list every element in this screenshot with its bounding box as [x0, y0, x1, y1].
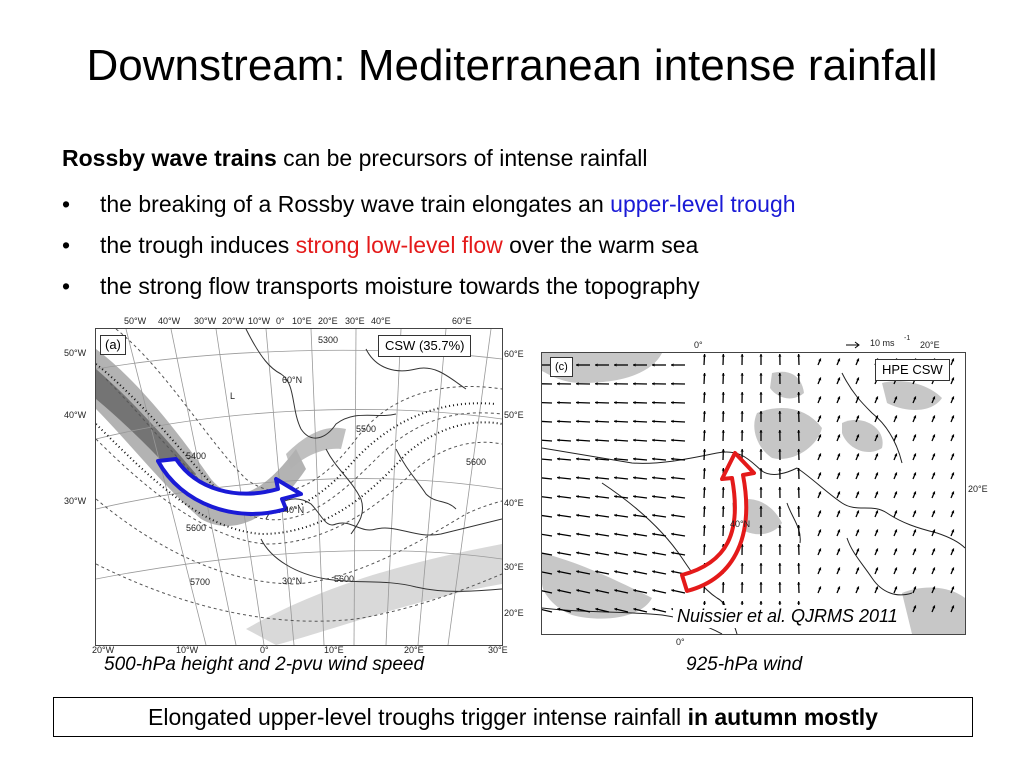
wind-vector-head — [778, 544, 781, 547]
wind-vector-head — [722, 392, 725, 395]
lon-label: 20°W — [222, 316, 245, 326]
wind-vector-head — [722, 411, 725, 414]
intro-line — [62, 143, 648, 173]
conclusion-box — [53, 697, 973, 737]
wind-vector-head — [703, 544, 706, 547]
wind-vector — [542, 477, 552, 479]
wind-vector-head — [741, 411, 744, 414]
map-925hpa-graphic — [542, 353, 965, 634]
contour-label: 5700 — [190, 577, 211, 587]
wind-vector-head — [722, 354, 725, 357]
bullet-glyph: • — [62, 232, 71, 258]
wind-vector-head — [759, 392, 762, 395]
wind-vector-head — [652, 439, 655, 442]
wind-vector-head — [576, 476, 579, 479]
bullet-text: the trough induces — [100, 232, 296, 258]
wind-vector — [542, 440, 552, 441]
lon-label: 30°W — [194, 316, 217, 326]
bullet-text-post: over the warm sea — [502, 232, 699, 258]
wind-vector-head — [671, 401, 674, 404]
wind-vector-head — [778, 468, 781, 471]
wind-vector-head — [741, 373, 744, 376]
wind-vector-head — [633, 457, 636, 460]
wind-vector-head — [759, 373, 762, 376]
wind-vector-head — [633, 476, 636, 479]
wind-vector-head — [759, 563, 762, 566]
wind-vector-head — [778, 487, 781, 490]
wind-vector-head — [576, 495, 579, 498]
wind-vector-head — [703, 525, 706, 528]
wind-vector-head — [614, 476, 617, 479]
label-60N: 60°N — [282, 375, 303, 385]
wind-vector — [542, 515, 552, 517]
wind-vector-head — [614, 382, 617, 385]
wind-vector-head — [557, 401, 560, 404]
contour-label: 5300 — [318, 335, 339, 345]
wind-vector-head — [741, 354, 744, 357]
contour-label: 5600 — [186, 523, 207, 533]
wind-vector-head — [778, 582, 781, 585]
lon-label: 50°W — [64, 348, 87, 358]
wind-vector-head — [722, 373, 725, 376]
lon-label: 0° — [276, 316, 285, 326]
wind-vector-head — [759, 487, 762, 490]
wind-vector-head — [759, 449, 762, 452]
lon-label: 10°W — [176, 645, 199, 655]
wind-vector-head — [703, 411, 706, 414]
inset-label-csw: CSW (35.7%) — [378, 335, 471, 357]
wind-vector-head — [741, 563, 744, 566]
wind-vector-head — [671, 495, 674, 498]
wind-vector-head — [595, 382, 598, 385]
wind-vector-head — [703, 487, 706, 490]
wind-vector-head — [671, 457, 674, 460]
inset-label-hpe-csw: HPE CSW — [875, 359, 950, 381]
wind-vector-head — [703, 354, 706, 357]
wind-vector — [542, 421, 552, 422]
lon-label: 30°E — [345, 316, 365, 326]
wind-vector-head — [797, 373, 800, 376]
lon-label: 20°W — [92, 645, 115, 655]
reference-vector-label: 10 ms — [870, 338, 895, 348]
panel-tag-a: (a) — [100, 335, 126, 355]
bullet-list — [62, 184, 796, 307]
wind-vector-head — [722, 582, 725, 585]
reference-vector-unit-exponent: -1 — [904, 335, 911, 342]
lon-label: 60°E — [452, 316, 472, 326]
wind-vector — [542, 534, 552, 536]
caption-925hpa: 925-hPa wind — [686, 654, 803, 675]
map-500hpa — [95, 328, 503, 646]
slide-title: Downstream: Mediterranean intense rainfall — [86, 41, 938, 90]
wind-vector-head — [741, 392, 744, 395]
wind-vector-head — [595, 457, 598, 460]
wind-vector-head — [576, 401, 579, 404]
wind-vector-head — [722, 449, 725, 452]
wind-vector-head — [652, 382, 655, 385]
wind-vector-head — [759, 601, 762, 604]
wind-vector-head — [797, 582, 800, 585]
wind-vector-head — [759, 544, 762, 547]
bullet-item-2 — [62, 225, 796, 266]
wind-vector-head — [652, 401, 655, 404]
wind-vector-head — [595, 476, 598, 479]
wind-vector-head — [703, 392, 706, 395]
wind-vector-head — [741, 449, 744, 452]
bullet-glyph: • — [62, 273, 71, 299]
wind-vector-head — [633, 439, 636, 442]
wind-vector-head — [633, 495, 636, 498]
wind-vector — [542, 496, 552, 498]
wind-vector-head — [741, 430, 744, 433]
lon-label: 30°W — [64, 496, 87, 506]
wind-vector-head — [557, 382, 560, 385]
wind-vector-head — [778, 563, 781, 566]
wind-vector-head — [595, 420, 598, 423]
wind-vector-head — [703, 506, 706, 509]
wind-vector-head — [652, 457, 655, 460]
bullet-text: the breaking of a Rossby wave train elongates an — [100, 191, 611, 217]
wind-vector-head — [614, 420, 617, 423]
wind-vector-head — [652, 476, 655, 479]
lon-label: 30°E — [504, 562, 524, 572]
wind-vector-head — [671, 363, 674, 366]
wind-vector-head — [595, 495, 598, 498]
wind-vector-head — [722, 525, 725, 528]
bullet-item-1 — [62, 184, 796, 225]
lon-label: 50°W — [124, 316, 147, 326]
lon-label: 10°E — [292, 316, 312, 326]
label-30N: 30°N — [282, 576, 303, 586]
contour-label: 5500 — [356, 424, 377, 434]
wind-vector-head — [652, 495, 655, 498]
wind-vector-head — [595, 439, 598, 442]
lon-label: 60°E — [504, 349, 524, 359]
lon-label: 10°E — [324, 645, 344, 655]
map-925hpa-wind — [541, 352, 966, 635]
label-40N: 40°N — [284, 505, 305, 515]
conclusion-text: Elongated upper-level troughs trigger intense rainfall — [148, 704, 688, 730]
caption-500hpa: 500-hPa height and 2-pvu wind speed — [104, 654, 425, 675]
wind-vector-head — [652, 420, 655, 423]
wind-vector — [542, 402, 552, 403]
contour-label: 5600 — [334, 574, 355, 584]
conclusion-bold: in autumn mostly — [687, 704, 878, 730]
wind-vector-head — [614, 401, 617, 404]
lon-label: 20°E — [318, 316, 338, 326]
wind-vector-head — [797, 487, 800, 490]
reference-vector-arrow — [846, 341, 862, 349]
wind-vector-head — [703, 373, 706, 376]
wind-vector-head — [614, 439, 617, 442]
intro-rest: can be precursors of intense rainfall — [276, 145, 648, 171]
wind-vector-head — [797, 506, 800, 509]
wind-vector-head — [633, 382, 636, 385]
lon-label: 20°E — [504, 608, 524, 618]
wind-vector-head — [703, 601, 706, 604]
wind-vector-head — [557, 495, 560, 498]
wind-vector-head — [722, 430, 725, 433]
wind-vector-head — [722, 506, 725, 509]
bullet-highlight-blue: upper-level trough — [610, 191, 796, 217]
lat-label-40N: 40°N — [730, 519, 751, 529]
wind-vector-head — [633, 401, 636, 404]
lon-label: 50°E — [504, 410, 524, 420]
wind-vector-head — [797, 563, 800, 566]
bullet-highlight-red: strong low-level flow — [295, 232, 503, 258]
lon-label: 40°E — [371, 316, 391, 326]
wind-vector-head — [778, 601, 781, 604]
wind-vector-head — [595, 401, 598, 404]
wind-vector-head — [633, 420, 636, 423]
wind-vector-head — [671, 420, 674, 423]
wind-vector-head — [614, 495, 617, 498]
wind-vector-head — [759, 354, 762, 357]
label-L: L — [230, 391, 236, 401]
intro-bold: Rossby wave trains — [62, 145, 277, 171]
lon-label: 20°E — [968, 484, 988, 494]
wind-vector-head — [576, 439, 579, 442]
lon-label: 40°W — [158, 316, 181, 326]
contour-label: 5400 — [186, 451, 207, 461]
wind-vector-head — [671, 476, 674, 479]
wind-vector-head — [759, 582, 762, 585]
wind-vector-head — [703, 430, 706, 433]
citation: Nuissier et al. QJRMS 2011 — [673, 605, 902, 628]
bullet-item-3 — [62, 266, 796, 307]
wind-vector-head — [703, 468, 706, 471]
wind-vector-head — [671, 439, 674, 442]
lon-label: 40°E — [504, 498, 524, 508]
wind-vector — [542, 459, 552, 460]
lon-label: 10°W — [248, 316, 271, 326]
wind-vector-head — [741, 582, 744, 585]
wind-vector-head — [741, 601, 744, 604]
wind-vector-head — [557, 476, 560, 479]
lon-label: 0° — [694, 340, 703, 350]
wind-vector-head — [576, 420, 579, 423]
lon-label: 0° — [676, 637, 685, 647]
bullet-text: the strong flow transports moisture towards the topography — [100, 273, 700, 299]
lon-label: 30°E — [488, 645, 508, 655]
wind-vector-head — [557, 457, 560, 460]
lon-label: 40°W — [64, 410, 87, 420]
contour-label: 5600 — [466, 457, 487, 467]
jet-shading-south — [246, 544, 502, 645]
wind-vector-head — [797, 601, 800, 604]
wind-vector-head — [797, 544, 800, 547]
wind-vector-head — [576, 457, 579, 460]
wind-vector-head — [722, 487, 725, 490]
lon-label: 20°E — [920, 340, 940, 350]
wind-vector-head — [557, 439, 560, 442]
wind-vector-head — [778, 354, 781, 357]
wind-vector-head — [703, 449, 706, 452]
wind-vector-head — [797, 354, 800, 357]
panel-tag-c: (c) — [550, 357, 573, 377]
wind-vector-head — [778, 506, 781, 509]
lon-label: 0° — [260, 645, 269, 655]
bullet-glyph: • — [62, 191, 71, 217]
wind-vector-head — [671, 382, 674, 385]
lon-label: 20°E — [404, 645, 424, 655]
wind-vector-head — [557, 420, 560, 423]
